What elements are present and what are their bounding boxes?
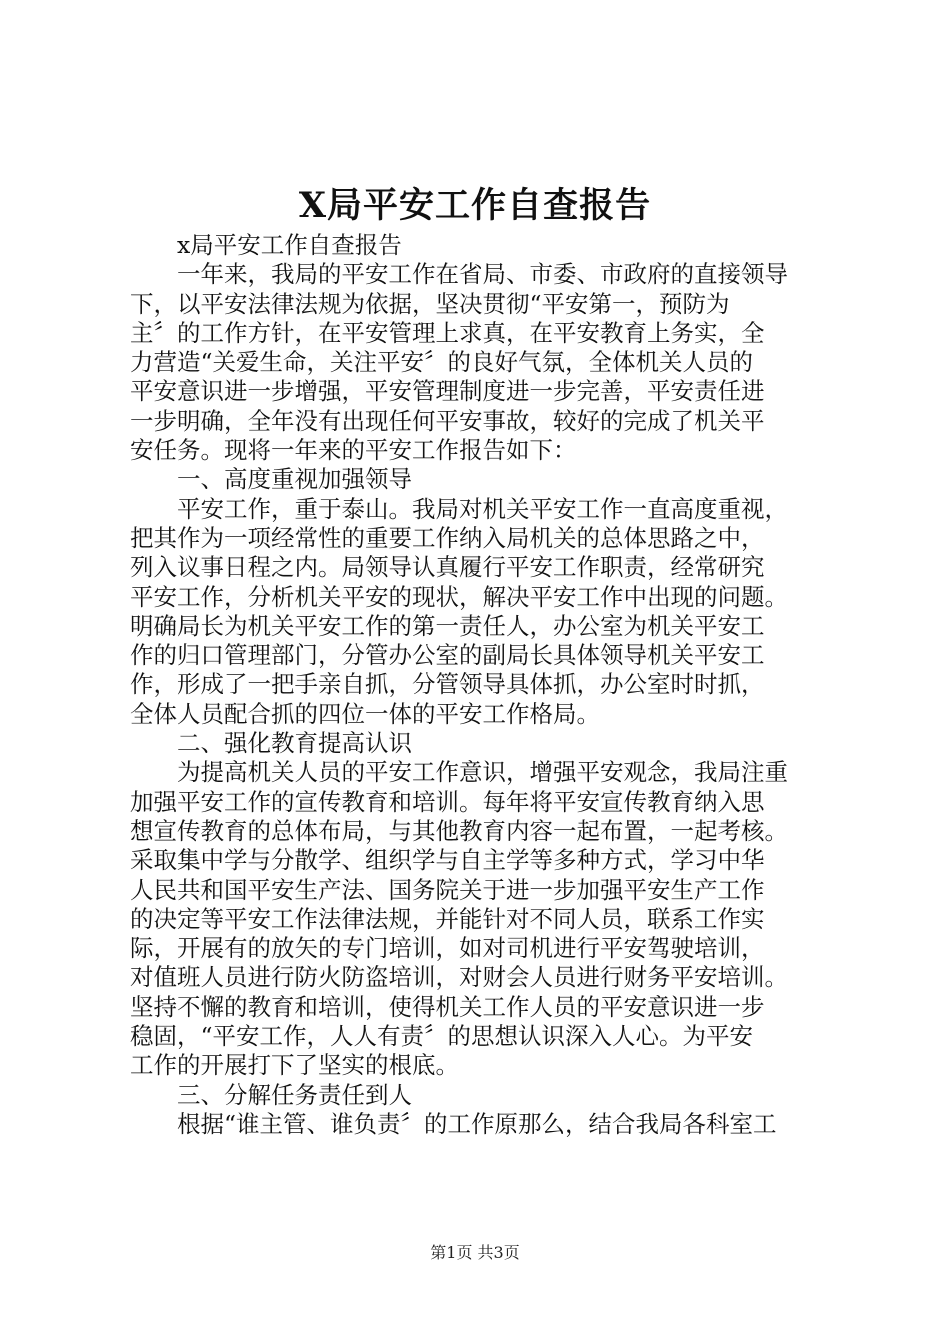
paragraph-line: 把其作为一项经常性的重要工作纳入局机关的总体思路之中， [130, 523, 765, 552]
subtitle-line: x局平安工作自查报告 [177, 231, 402, 259]
paragraph-line: 一年来，我局的平安工作在省局、市委、市政府的直接领导 [177, 260, 788, 289]
paragraph-line: 为提高机关人员的平安工作意识，增强平安观念，我局注重 [177, 758, 788, 787]
paragraph-line: 安任务。现将一年来的平安工作报告如下： [130, 436, 577, 465]
section-heading: 三、分解任务责任到人 [177, 1080, 412, 1109]
paragraph-line: 作的归口管理部门，分管办公室的副局长具体领导机关平安工 [130, 641, 765, 670]
page-number: 第1页 共3页 [430, 1243, 520, 1262]
paragraph-line: 力营造“关爱生命，关注平安〞的良好气氛，全体机关人员的 [130, 348, 754, 377]
paragraph-line: 下，以平安法律法规为依据，坚决贯彻“平安第一，预防为 [130, 289, 730, 318]
paragraph-line: 采取集中学与分散学、组织学与自主学等多种方式，学习中华 [130, 846, 765, 875]
paragraph-line: 作，形成了一把手亲自抓，分管领导具体抓，办公室时时抓， [130, 670, 765, 699]
paragraph-line: 平安工作，重于泰山。我局对机关平安工作一直高度重视， [177, 494, 788, 523]
paragraph-line: 坚持不懈的教育和培训，使得机关工作人员的平安意识进一步 [130, 992, 765, 1021]
paragraph-line: 工作的开展打下了坚实的根底。 [130, 1051, 459, 1080]
paragraph-line: 主〞的工作方针，在平安管理上求真，在平安教育上务实，全 [130, 318, 765, 347]
paragraph-line: 列入议事日程之内。局领导认真履行平安工作职责，经常研究 [130, 553, 765, 582]
paragraph-line: 一步明确，全年没有出现任何平安事故，较好的完成了机关平 [130, 406, 765, 435]
paragraph-line: 想宣传教育的总体布局，与其他教育内容一起布置，一起考核。 [130, 816, 788, 845]
paragraph-line: 稳固，“平安工作，人人有责〞的思想认识深入人心。为平安 [130, 1022, 754, 1051]
section-heading: 一、高度重视加强领导 [177, 465, 412, 494]
paragraph-line: 加强平安工作的宣传教育和培训。每年将平安宣传教育纳入思 [130, 787, 765, 816]
paragraph-line: 平安工作，分析机关平安的现状，解决平安工作中出现的问题。 [130, 582, 788, 611]
paragraph-line: 际，开展有的放矢的专门培训，如对司机进行平安驾驶培训， [130, 934, 765, 963]
paragraph-line: 人民共和国平安生产法、国务院关于进一步加强平安生产工作 [130, 875, 765, 904]
document-title: X局平安工作自查报告 [298, 185, 652, 226]
paragraph-line: 平安意识进一步增强，平安管理制度进一步完善，平安责任进 [130, 377, 765, 406]
paragraph-line: 根据“谁主管、谁负责〞的工作原那么，结合我局各科室工 [177, 1109, 777, 1138]
document-body [130, 231, 850, 1139]
paragraph-line: 对值班人员进行防火防盗培训，对财会人员进行财务平安培训。 [130, 963, 788, 992]
paragraph-line: 的决定等平安工作法律法规，并能针对不同人员，联系工作实 [130, 904, 765, 933]
paragraph-line: 明确局长为机关平安工作的第一责任人，办公室为机关平安工 [130, 611, 765, 640]
paragraph-line: 全体人员配合抓的四位一体的平安工作格局。 [130, 699, 600, 728]
section-heading: 二、强化教育提高认识 [177, 729, 412, 758]
